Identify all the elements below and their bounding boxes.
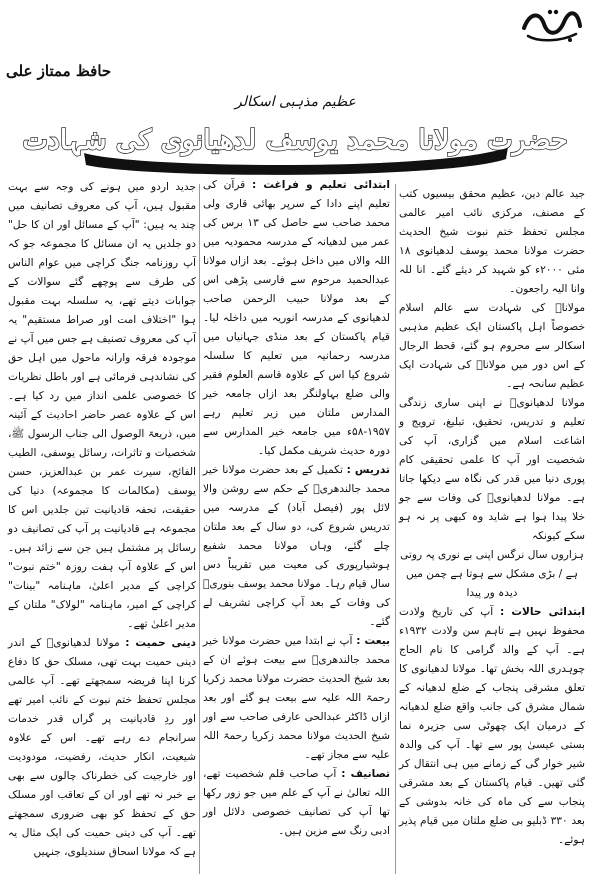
article-byline: حافظ ممتاز علی xyxy=(6,62,112,80)
paragraph: دینی حمیت : مولانا لدھیانویؒ کے اندر دینی حمیت بہت تھی، مسلک حق کا دفاع کرنا اپنا فریضہ سمجھتے تھے۔ آپ عالمی مجلس تحفظ ختم نبوت کے نائب امیر تھے اور ردِ قادیانیت پر گراں قدر خدمات سرانجام دے رہے تھے۔ اس کے علاوہ شیعیت، انکار حدیث، رفضیت، مودودیت اور خارجیت کی خطرناک چالوں سے بھی بے خبر نہ تھے اور ان کے تعاقب اور مسلک حق کے تحفظ کو بھی ضروری سمجھتے تھے۔ آپ کی دینی حمیت کی ایک مثال یہ ہے کہ مولانا اسحاق سندیلوی، جنہیں xyxy=(8,637,196,858)
article-headline-banner xyxy=(22,113,568,173)
article-column-middle xyxy=(203,176,390,876)
verse: ہزاروں سال نرگس اپنی بے نوری پہ روتی ہے / بڑی مشکل سے ہوتا ہے چمن میں دیدہ ور پیدا xyxy=(400,549,584,599)
section-heading: تصانیف : xyxy=(341,768,390,780)
section-heading: دینی حمیت : xyxy=(125,637,196,649)
masthead-logo xyxy=(520,6,584,46)
paragraph: بیعت : آپ نے ابتدا میں حضرت مولانا خیر محمد جالندھریؒ سے بیعت ہوئے ان کے بعد شیخ الحدیث حضرت مولانا محمد زکریا رحمۃ اللہ علیہ سے بیعت ہو گئے اور بعد ازاں ڈاکٹر عبدالحی عارفی صاحب سے اور شیخ الحدیث مولانا محمد زکریا رحمۃ اللہ علیہ سے مجاز تھے۔ xyxy=(203,635,390,761)
paragraph: مولاناؒ کی شہادت سے عالم اسلام خصوصاً اہل پاکستان ایک عظیم مذہبی اسکالر سے محروم ہو گئے، قحط الرجال کے اس دور میں مولاناؒ کی شہادت ایک عظیم سانحہ ہے۔ xyxy=(399,302,585,390)
khatm-e-nubuwwat-logo-icon xyxy=(520,6,584,46)
paragraph: مولانا لدھیانویؒ نے اپنی ساری زندگی تعلیم و تدریس، تحقیق، تبلیغ، ترویج و اشاعت اسلام میں گزاری، آپ کی شخصیت اور آپ کا علمی تحقیقی کام پوری دنیا میں قدر کی نگاہ سے دیکھا جاتا ہے۔ مولانا لدھیانویؒ کی وفات سے جو خلا پیدا ہوا ہے شاید وہ کبھی پر نہ ہو سکے کیونکہ xyxy=(399,397,585,542)
section-heading: ابتدائی حالات : xyxy=(499,606,585,618)
paragraph: ابتدائی حالات : آپ کی تاریخ ولادت محفوظ نہیں ہے تاہم سن ولادت ۱۹۳۲ء ہے۔ آپ کے والد گرامی کا نام الحاج چوہدری اللہ بخش تھا۔ مولانا لدھیانوی کا تعلق مشرقی پنجاب کے ضلع لدھیانہ کے شمال مشرق کی جانب واقع ضلع لدھیانہ کے درمیان ایک چھوٹی سی جزیرہ نما بستی عیسیٰ پور سے تھا۔ آپ کی والدہ شیر خوار گی کے زمانے میں ہی انتقال کر گئی تھیں۔ قیام پاکستان کے بعد مشرقی پنجاب سے کی ماہ کی خانہ بدوشی کے بعد ۳۳۰ ڈبلیو بی ضلع ملتان میں قیام پذیر ہوئے۔ xyxy=(399,606,585,846)
paragraph: تدریس : تکمیل کے بعد حضرت مولانا خیر محمد جالندھریؒ کے حکم سے روشن والا لائل پور (فیصل آباد) کے مدرسہ میں تدریس شروع کی، دو سال کے بعد ملتان چلے گئے، وہاں مولانا محمد شفیع ہوشیارپوری کی معیت میں تقریباً دس سال قیام رہا۔ مولانا محمد یوسف بنوریؒ کی وفات کے بعد آپ کراچی تشریف لے گئے۔ xyxy=(203,464,390,628)
column-divider xyxy=(395,184,396,874)
paragraph: ابتدائی تعلیم و فراغت : قرآن کی تعلیم اپنے دادا کے سرپر بھائی قاری ولی محمد صاحب سے حاصل کی ۱۳ برس کی عمر میں لدھیانہ کے مدرسہ محمودیہ میں اللہ والاں میں داخل ہوئے۔ بعد ازاں مولانا عبدالحمید مرحوم سے فارسی پڑھی اس کے بعد مولانا حبیب الرحمن صاحب لدھیانوی کے مدرسہ انوریہ میں داخلہ لیا۔ قیام پاکستان کے بعد منڈی جہانیاں میں مدرسہ رحمانیہ میں تعلیم کا سلسلہ شروع کیا اس کے علاوہ قاسم العلوم فقیر والی ضلع بہاولنگر بعد ازاں جامعہ خیر المدارس ملتان میں زیر تعلیم رہے ۱۹۵۷-۵۸ء میں جامعہ خیر المدارس سے دورہ حدیث شریف مکمل کیا۔ xyxy=(203,179,391,457)
section-heading: تدریس : xyxy=(346,464,390,476)
column-divider xyxy=(199,184,200,874)
section-heading: بیعت : xyxy=(356,635,390,647)
section-heading: ابتدائی تعلیم و فراغت : xyxy=(252,179,391,191)
paragraph: تصانیف : آپ صاحب قلم شخصیت تھے، اللہ تعالیٰ نے آپ کے علم میں جو زور رکھا تھا آپ کی تصانیف خصوصی دلائل اور ادبی رنگ سے مزین ہیں۔ xyxy=(203,768,390,837)
article-kicker: عظیم مذہبی اسکالر xyxy=(235,94,356,110)
paragraph: جید عالم دین، عظیم محقق بیسیوں کتب کے مصنف، مرکزی نائب امیر عالمی مجلس تحفظ ختم نبوت شیخ الحدیث حضرت مولانا محمد یوسف لدھیانوی ۱۸ مئی ۲۰۰۰ء کو شہید کر دیئے گئے۔ انا للہ وانا الیہ راجعون۔ xyxy=(399,188,585,295)
article-column-left xyxy=(8,178,196,878)
paragraph: جدید اردو میں ہونے کی وجہ سے بہت مقبول ہیں، آپ کی معروف تصانیف میں چند یہ ہیں: "آپ کے مسائل اور ان کا حل" دو جلدیں یہ ان مسائل کا مجموعہ جو کہ آپ روزنامہ جنگ کراچی میں عوام الناس کی طرف سے پوچھے گئے سوالات کے جوابات دیتے تھے، یہ سلسلہ بہت مقبول ہوا "اختلاف امت اور صراط مستقیم" یہ آپ کی معروف تصنیف ہے جس میں آپ نے موجودہ فرقہ وارانہ ماحول میں اہل حق کی نشاندہی فرمائی ہے اور باطل نظریات کا خصوصی علمی انداز میں رد کیا ہے۔ اس کے علاوہ عصر حاضر احادیث کے آئینہ میں، ذریعۃ الوصول الی جناب الرسول ﷺ، شخصیات و تاثرات، رسائل یوسفی، الطیب الفائح، سیرت عمر بن عبدالعزیز، حسن یوسف (مکالمات کا مجموعہ) دنیا کی حقیقت، تحفہ قادیانیت تین جلدیں اس کا مجموعہ ہے قادیانیت پر آپ کی تصانیف دو رسائل پر مشتمل ہیں جن سے زائد ہیں۔ اس کے علاوہ آپ ہفت روزہ "ختم نبوت" کراچی کے مدیر اعلیٰ، ماہنامہ "بینات" کراچی کے امیر، ماہنامہ "لولاک" ملتان کے مدیر اعلیٰ تھے۔ xyxy=(8,181,196,630)
article-column-right xyxy=(399,185,585,875)
article-headline: حضرت مولانا محمد یوسف لدھیانوی کی شہادت xyxy=(22,125,568,156)
